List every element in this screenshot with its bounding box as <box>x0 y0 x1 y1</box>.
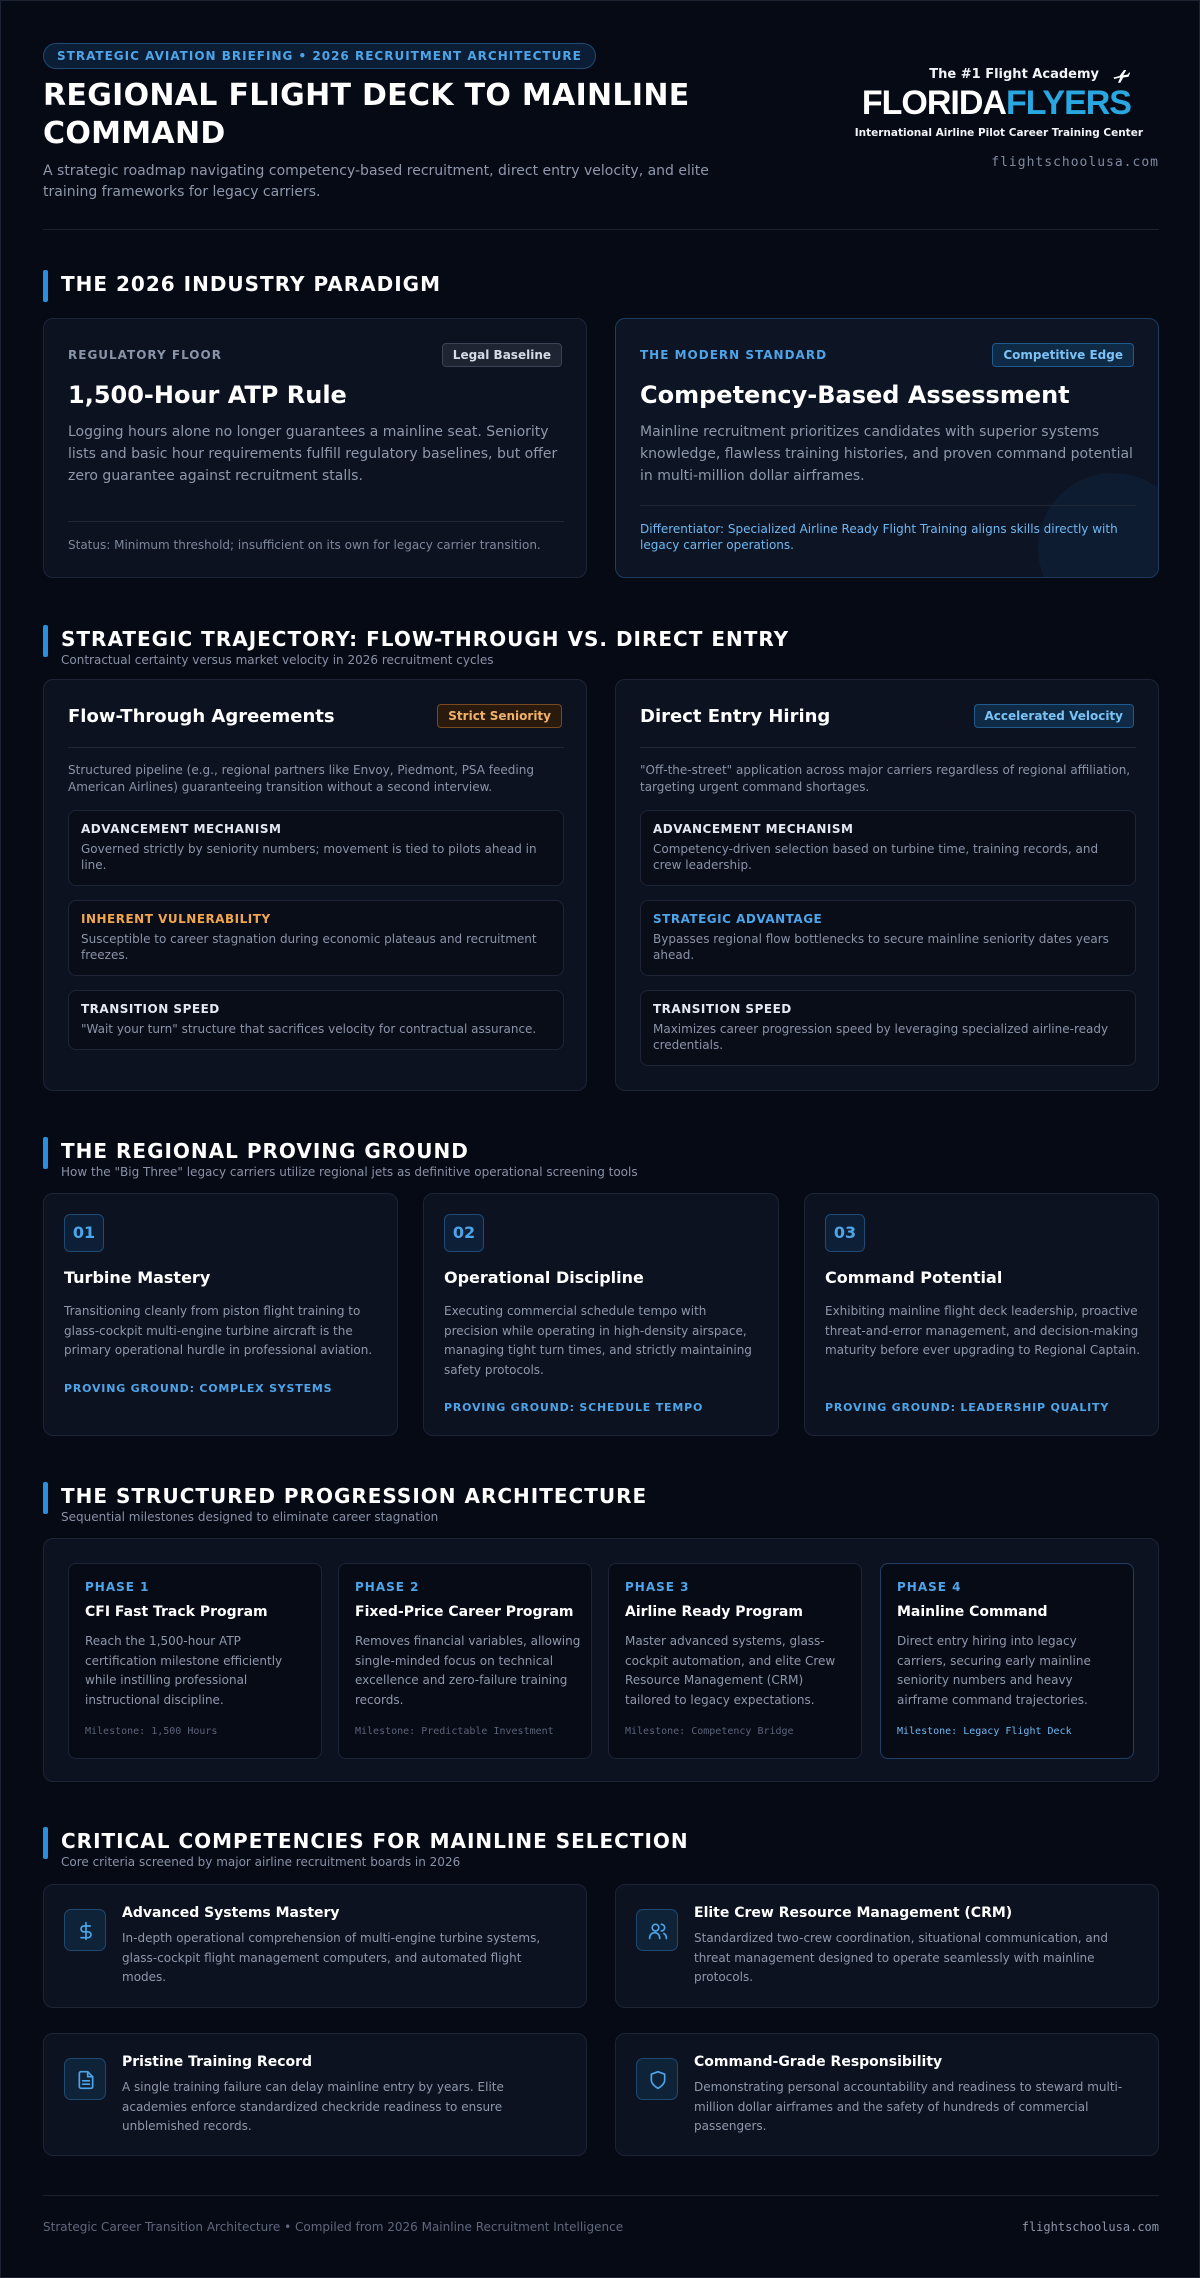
competency-card-crm <box>615 1884 1159 2008</box>
detail-card <box>640 990 1136 1066</box>
card-description: Structured pipeline (e.g., regional partners like Envoy, Piedmont, PSA feeding American Airlines) guaranteeing transition without a second interview. <box>68 763 534 794</box>
competency-card-training-record <box>43 2033 587 2156</box>
phase-body: Direct entry hiring into legacy carriers, securing early mainline seniority numbers and heavy airframe command trajectories. <box>897 1634 1091 1707</box>
section-subtitle: Core criteria screened by major airline recruitment boards in 2026 <box>61 1855 461 1869</box>
proving-card-turbine <box>43 1193 398 1436</box>
phase-body: Reach the 1,500-hour ATP certification milestone efficiently while instilling professional instructional discipline. <box>85 1634 283 1707</box>
detail-card <box>68 810 564 886</box>
card-kicker: THE MODERN STANDARD <box>640 348 828 362</box>
section-subtitle: Contractual certainty versus market velocity in 2026 recruitment cycles <box>61 653 494 667</box>
phase-card-4 <box>880 1563 1134 1759</box>
header-divider <box>43 229 1159 230</box>
section-heading-trajectory <box>43 625 1159 665</box>
phase-label: PHASE 2 <box>355 1580 420 1594</box>
document-icon <box>64 2058 106 2100</box>
step-number: 03 <box>825 1214 865 1252</box>
phase-label: PHASE 1 <box>85 1580 150 1594</box>
section-heading-progression <box>43 1482 1159 1522</box>
logo-word-florida: FLORIDA <box>861 84 1006 122</box>
detail-text: Bypasses regional flow bottlenecks to secure mainline seniority dates years ahead. <box>653 932 1109 962</box>
card-footer-tag: PROVING GROUND: LEADERSHIP QUALITY <box>825 1401 1110 1414</box>
competency-card-responsibility <box>615 2033 1159 2156</box>
competency-card-systems <box>43 1884 587 2008</box>
phase-milestone: Milestone: Predictable Investment <box>355 1726 554 1737</box>
section-accent-bar <box>43 1482 48 1514</box>
detail-text: Maximizes career progression speed by leveraging specialized airline-ready credentials. <box>653 1022 1109 1052</box>
shield-icon <box>636 2058 678 2100</box>
phase-milestone: Milestone: Legacy Flight Deck <box>897 1726 1072 1737</box>
phase-label: PHASE 3 <box>625 1580 690 1594</box>
section-heading-competencies <box>43 1827 1159 1867</box>
logo-tagline: The #1 Flight Academy <box>929 67 1099 82</box>
competency-title: Command-Grade Responsibility <box>694 2054 943 2070</box>
footer-credit: Strategic Career Transition Architecture • Compiled from 2026 Mainline Recruitment Intelligence <box>43 2220 624 2234</box>
card-heading: Command Potential <box>825 1268 1003 1287</box>
trajectory-card-direct-entry <box>615 679 1159 1091</box>
status-badge: Legal Baseline <box>442 343 562 367</box>
page-subtitle: A strategic roadmap navigating competency-based recruitment, direct entry velocity, and elite training frameworks for legacy carriers. <box>43 163 709 200</box>
card-heading: Flow-Through Agreements <box>68 706 335 727</box>
card-heading: Turbine Mastery <box>64 1268 211 1287</box>
card-divider <box>68 747 564 748</box>
detail-heading: INHERENT VULNERABILITY <box>81 912 271 926</box>
card-heading: 1,500-Hour ATP Rule <box>68 381 347 409</box>
users-icon <box>636 1909 678 1951</box>
card-description: "Off-the-street" application across major carriers regardless of regional affiliation, targeting urgent command shortages. <box>640 763 1131 794</box>
section-heading-paradigm <box>43 270 1159 302</box>
card-kicker: REGULATORY FLOOR <box>68 348 222 362</box>
status-badge: Competitive Edge <box>992 343 1134 367</box>
section-title: THE STRUCTURED PROGRESSION ARCHITECTURE <box>61 1484 648 1508</box>
phase-card-2 <box>338 1563 592 1759</box>
section-title: CRITICAL COMPETENCIES FOR MAINLINE SELECTION <box>61 1829 689 1853</box>
detail-heading: TRANSITION SPEED <box>653 1002 792 1016</box>
footer-divider <box>43 2195 1159 2196</box>
progression-panel <box>43 1538 1159 1782</box>
site-url[interactable]: flightschoolusa.com <box>991 155 1159 170</box>
card-body: Logging hours alone no longer guarantees a mainline seat. Seniority lists and basic hour requirements fulfill regulatory baselines, but offer zero guarantee against recruitment stalls. <box>68 424 558 484</box>
paradigm-card-regulatory <box>43 318 587 578</box>
card-status: Status: Minimum threshold; insufficient on its own for legacy carrier transition. <box>68 538 541 552</box>
logo-subline: International Airline Pilot Career Training Center <box>854 127 1143 139</box>
card-body: Exhibiting mainline flight deck leadership, proactive threat-and-error management, and decision-making maturity before ever upgrading to Regional Captain. <box>825 1304 1141 1357</box>
detail-heading: ADVANCEMENT MECHANISM <box>81 822 282 836</box>
page-header <box>43 43 1159 229</box>
competency-body: Demonstrating personal accountability and readiness to steward multi-million dollar airframes and the safety of hundreds of commercial passengers. <box>694 2080 1123 2133</box>
section-accent-bar <box>43 270 48 302</box>
card-body: Mainline recruitment prioritizes candidates with superior systems knowledge, flawless training histories, and proven command potential in multi-million dollar airframes. <box>640 424 1133 484</box>
card-heading: Competency-Based Assessment <box>640 381 1070 409</box>
detail-card <box>68 990 564 1050</box>
detail-heading: ADVANCEMENT MECHANISM <box>653 822 854 836</box>
section-accent-bar <box>43 625 48 657</box>
phase-card-1 <box>68 1563 322 1759</box>
phase-milestone: Milestone: 1,500 Hours <box>85 1726 218 1737</box>
phase-title: Fixed-Price Career Program <box>355 1604 574 1620</box>
detail-card <box>640 810 1136 886</box>
section-accent-bar <box>43 1827 48 1859</box>
dollar-icon <box>64 1909 106 1951</box>
section-accent-bar <box>43 1137 48 1169</box>
card-footer-tag: PROVING GROUND: SCHEDULE TEMPO <box>444 1401 704 1414</box>
section-subtitle: How the "Big Three" legacy carriers utilize regional jets as definitive operational screening tools <box>61 1165 638 1179</box>
step-number: 01 <box>64 1214 104 1252</box>
proving-card-discipline <box>423 1193 779 1436</box>
florida-flyers-logo[interactable] <box>839 67 1159 167</box>
phase-body: Master advanced systems, glass-cockpit automation, and elite Crew Resource Management (CRM) tailored to legacy expectations. <box>625 1634 836 1707</box>
section-title: THE 2026 INDUSTRY PARADIGM <box>61 272 441 296</box>
detail-heading: TRANSITION SPEED <box>81 1002 220 1016</box>
detail-text: "Wait your turn" structure that sacrifices velocity for contractual assurance. <box>81 1022 537 1036</box>
phase-title: CFI Fast Track Program <box>85 1604 268 1620</box>
section-title: STRATEGIC TRAJECTORY: FLOW-THROUGH VS. DIRECT ENTRY <box>61 627 790 651</box>
card-heading: Direct Entry Hiring <box>640 706 831 727</box>
competency-body: In-depth operational comprehension of multi-engine turbine systems, glass-cockpit flight management computers, and automated flight modes. <box>122 1931 541 1984</box>
competency-body: A single training failure can delay mainline entry by years. Elite academies enforce standardized checkride readiness to ensure unblemished records. <box>122 2080 504 2133</box>
phase-body: Removes financial variables, allowing single-minded focus on technical excellence and zero-failure training records. <box>355 1634 581 1707</box>
detail-text: Governed strictly by seniority numbers; movement is tied to pilots ahead in line. <box>81 842 537 872</box>
competency-body: Standardized two-crew coordination, situational communication, and threat management designed to operate seamlessly with mainline protocols. <box>694 1931 1109 1984</box>
competency-title: Advanced Systems Mastery <box>122 1905 340 1921</box>
section-title: THE REGIONAL PROVING GROUND <box>61 1139 469 1163</box>
detail-card <box>640 900 1136 976</box>
status-badge: Accelerated Velocity <box>974 704 1134 728</box>
card-divider <box>640 747 1136 748</box>
status-badge: Strict Seniority <box>437 704 562 728</box>
card-divider <box>68 521 564 522</box>
phase-title: Mainline Command <box>897 1604 1048 1620</box>
detail-text: Competency-driven selection based on turbine time, training records, and crew leadership. <box>653 842 1099 872</box>
paradigm-card-modern <box>615 318 1159 578</box>
logo-wordmark <box>862 83 1131 123</box>
logo-word-flyers: FLYERS <box>1005 84 1131 122</box>
card-body: Executing commercial schedule tempo with precision while operating in high-density airspace, managing tight turn times, and strictly maintaining safety protocols. <box>444 1304 752 1377</box>
phase-card-3 <box>608 1563 862 1759</box>
competency-title: Pristine Training Record <box>122 2054 313 2070</box>
card-heading: Operational Discipline <box>444 1268 644 1287</box>
card-differentiator: Differentiator: Specialized Airline Ready Flight Training aligns skills directly with legacy carrier operations. <box>640 522 1118 552</box>
phase-title: Airline Ready Program <box>625 1604 803 1620</box>
phase-milestone: Milestone: Competency Bridge <box>625 1726 794 1737</box>
section-heading-proving-ground <box>43 1137 1159 1177</box>
card-footer-tag: PROVING GROUND: COMPLEX SYSTEMS <box>64 1382 333 1395</box>
trajectory-card-flow-through <box>43 679 587 1091</box>
competency-title: Elite Crew Resource Management (CRM) <box>694 1905 1013 1921</box>
card-divider <box>640 505 1136 506</box>
step-number: 02 <box>444 1214 484 1252</box>
footer-site-link[interactable]: flightschoolusa.com <box>1021 2220 1159 2234</box>
briefing-pill: STRATEGIC AVIATION BRIEFING • 2026 RECRUITMENT ARCHITECTURE <box>43 43 596 69</box>
card-body: Transitioning cleanly from piston flight training to glass-cockpit multi-engine turbine aircraft is the primary operational hurdle in professional aviation. <box>64 1304 373 1357</box>
detail-card <box>68 900 564 976</box>
page-title: REGIONAL FLIGHT DECK TO MAINLINE COMMAND <box>43 78 690 151</box>
proving-card-command <box>804 1193 1159 1436</box>
detail-text: Susceptible to career stagnation during economic plateaus and recruitment freezes. <box>81 932 537 962</box>
detail-heading: STRATEGIC ADVANTAGE <box>653 912 823 926</box>
phase-label: PHASE 4 <box>897 1580 962 1594</box>
section-subtitle: Sequential milestones designed to eliminate career stagnation <box>61 1510 439 1524</box>
